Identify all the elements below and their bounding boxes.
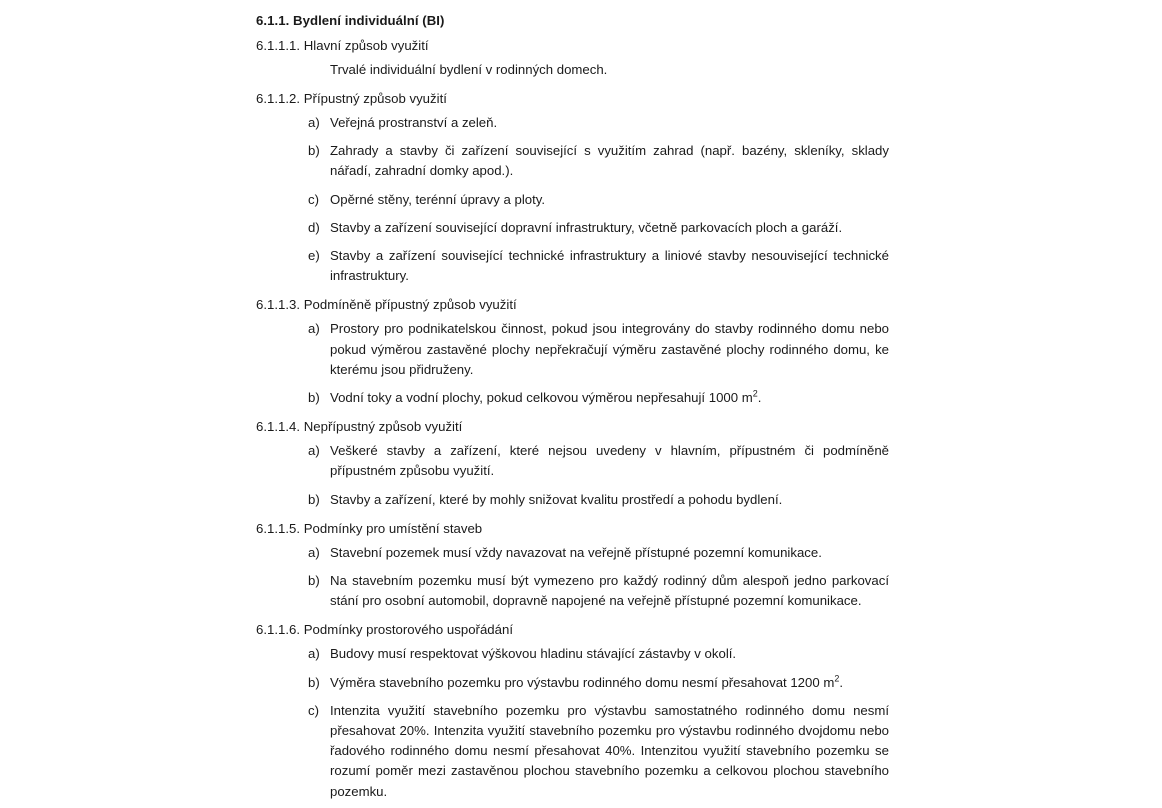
list-item-marker: a) (308, 321, 320, 337)
list-item-marker: a) (308, 646, 320, 662)
list-item-text: Stavební pozemek musí vždy navazovat na veřejně přístupné pozemní komunikace. (330, 544, 822, 560)
list-item-text: Veškeré stavby a zařízení, které nejsou uvedeny v hlavním, přípustném či podmíněně přípustném způsobu využití. (330, 443, 889, 479)
list-item-marker: e) (308, 248, 320, 264)
clause-block (256, 295, 889, 408)
section-heading: 6.1.1. Bydlení individuální (BI) (256, 13, 445, 28)
clause-list (256, 543, 889, 612)
list-item-marker: b) (308, 573, 320, 589)
list-item (256, 644, 889, 664)
list-item-marker: b) (308, 674, 320, 690)
list-item-marker: d) (308, 219, 320, 235)
list-item (256, 490, 889, 510)
list-item (256, 388, 889, 408)
list-item-marker: a) (308, 544, 320, 560)
clause-block (256, 620, 889, 801)
list-item (256, 246, 889, 286)
list-item-text: Stavby a zařízení související technické infrastruktury a liniové stavby nesouvisející technické infrastruktury. (330, 248, 889, 284)
clause-heading: 6.1.1.5. Podmínky pro umístění staveb (256, 520, 483, 536)
list-item-text: Zahrady a stavby či zařízení související s využitím zahrad (např. bazény, skleníky, sklady nářadí, zahradní domky apod.). (330, 143, 889, 179)
list-item (256, 673, 889, 693)
list-item-text: Budovy musí respektovat výškovou hladinu stávající zástavby v okolí. (330, 646, 737, 662)
clause-heading: 6.1.1.6. Podmínky prostorového uspořádání (256, 622, 513, 638)
list-item (256, 701, 889, 802)
list-item (256, 141, 889, 181)
list-item (256, 441, 889, 481)
document-text-column (256, 11, 889, 808)
clause-heading: 6.1.1.2. Přípustný způsob využití (256, 91, 447, 106)
clause-heading: 6.1.1.4. Nepřípustný způsob využití (256, 419, 463, 435)
clause-block (256, 36, 889, 80)
list-item (256, 113, 889, 133)
list-item (256, 319, 889, 380)
list-item-marker: c) (308, 191, 319, 207)
list-item-marker: a) (308, 443, 320, 459)
clause-paragraph: Trvalé individuální bydlení v rodinných domech. (330, 62, 608, 77)
list-item-text: Vodní toky a vodní plochy, pokud celkovou výměrou nepřesahují 1000 $m^2$. (330, 388, 762, 406)
clause-heading: 6.1.1.1. Hlavní způsob využití (256, 38, 429, 53)
list-item (256, 190, 889, 210)
superscript-two: 2 (834, 673, 840, 684)
document-blocks (256, 36, 889, 802)
list-item-text: Prostory pro podnikatelskou činnost, pokud jsou integrovány do stavby rodinného domu nebo pokud výměrou zastavěné plochy nepřekračují výměru zastavěné plochy rodinného domu, ke kterému jsou přidruženy. (330, 321, 889, 377)
list-item-text: Veřejná prostranství a zeleň. (330, 115, 498, 130)
list-item (256, 218, 889, 238)
clause-list (256, 644, 889, 801)
list-item-marker: a) (308, 115, 320, 130)
clause-list (256, 441, 889, 510)
list-item-marker: b) (308, 143, 320, 159)
list-item (256, 543, 889, 563)
clause-block (256, 417, 889, 510)
list-item-marker: b) (308, 491, 320, 507)
list-item (256, 571, 889, 611)
list-item-marker: c) (308, 702, 319, 718)
list-item-text: Stavby a zařízení, které by mohly snižovat kvalitu prostředí a pohodu bydlení. (330, 491, 783, 507)
list-item-text: Na stavebním pozemku musí být vymezeno pro každý rodinný dům alespoň jedno parkovací stání pro osobní automobil, dopravně napojené na veřejně přístupné pozemní komunikace. (330, 573, 889, 609)
clause-block (256, 89, 889, 286)
list-item-text: Intenzita využití stavebního pozemku pro výstavbu samostatného rodinného domu nesmí přesahovat 20%. Intenzita využití stavebního pozemku pro výstavbu rodinného dvojdomu nebo řadového rodinného domu nesmí přesahovat 40%. Intenzitou využití stavebního pozemku se rozumí poměr mezi zastavěnou plochou stavebního pozemku a celkovou plochou stavebního pozemku. (330, 702, 889, 799)
clause-list (256, 319, 889, 408)
list-item-text: Opěrné stěny, terénní úpravy a ploty. (330, 191, 546, 207)
clause-list (256, 113, 889, 286)
clause-heading: 6.1.1.3. Podmíněně přípustný způsob využití (256, 297, 517, 313)
list-item-text: Stavby a zařízení související dopravní infrastruktury, včetně parkovacích ploch a garáží. (330, 219, 843, 235)
clause-block (256, 519, 889, 612)
list-item-marker: b) (308, 390, 320, 406)
list-item-text: Výměra stavebního pozemku pro výstavbu rodinného domu nesmí přesahovat 1200 $m^2$. (330, 673, 844, 690)
superscript-two: 2 (752, 388, 758, 399)
